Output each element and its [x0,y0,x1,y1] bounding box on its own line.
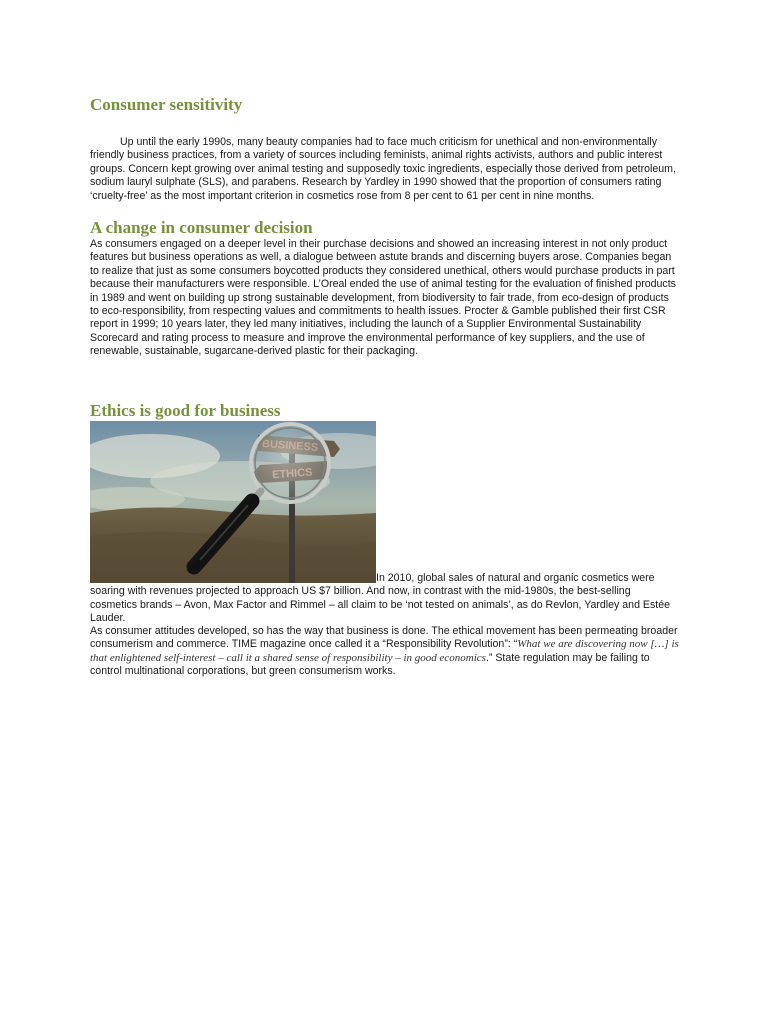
paragraph-text: Up until the early 1990s, many beauty companies had to face much criticism for unethical and non-environmentally friendly business practices, from a variety of sources including feminists, animal rights activists, authors and public interest groups. Concern kept growing over animal testing and supposedly toxic ingredients, especially those derived from petroleum, sodium lauryl sulphate (SLS), and parabens. Research by Yardley in 1990 showed that the proportion of consumers rating ‘cruelty-free’ as the most important criterion in cosmetics rose from 8 per cent to 61 per cent in nine months. [90,136,676,202]
time-quote: What we are discovering now […] is that enlightened self-interest – call it a shared sense of responsibility – in good economics [90,638,679,664]
heading-ethics: Ethics is good for business [90,401,281,420]
paragraph-consumer-sensitivity [90,136,680,203]
paragraph-ethics-revolution [90,625,680,679]
heading-consumer-decision: A change in consumer decision [90,218,313,237]
paragraph-consumer-decision: As consumers engaged on a deeper level in their purchase decisions and showed an increasing interest in not only product features but business operations as well, a dialogue between astute brands and discerning buyers arose. Companies began to realize that just as some consumers boycotted products they considered unethical, others would purchase products in part because their manufacturers were responsible. L’Oreal ended the use of animal testing for the evaluation of finished products in 1989 and went on building up strong sustainable development, from biodiversity to fair trade, from eco-design of products to eco-responsibility, from respecting values and commitments to health issues. Procter & Gamble published their first CSR report in 1999; 10 years later, they led many initiatives, including the launch of a Supplier Environmental Sustainability Scorecard and rating process to measure and improve the environmental performance of key suppliers, and the use of renewable, sustainable, sugarcane-derived plastic for their packaging. [90,238,676,358]
heading-consumer-sensitivity: Consumer sensitivity [90,95,243,114]
paragraph-ethics-sales [90,572,680,626]
paragraph-text-start: As consumer attitudes developed, so has the way that business is done. The ethical movement has been permeating broader consumerism and commerce. TIME magazine once called it a “Responsibility Revolution”: “ [90,625,678,651]
paragraph-text-end: .” State regulation may be failing to control multinational corporations, but green consumerism works. [90,651,650,678]
paragraph-text: In 2010, global sales of natural and organic cosmetics were soaring with revenues projected to approach US $7 billion. And now, in contrast with the mid-1980s, the best-selling cosmetics brands – Avon, Max Factor and Rimmel – all claim to be ‘not tested on animals’, as do Revlon, Yardley and Estée Lauder. [90,572,671,625]
business-ethics-magnifier-image [90,421,376,583]
